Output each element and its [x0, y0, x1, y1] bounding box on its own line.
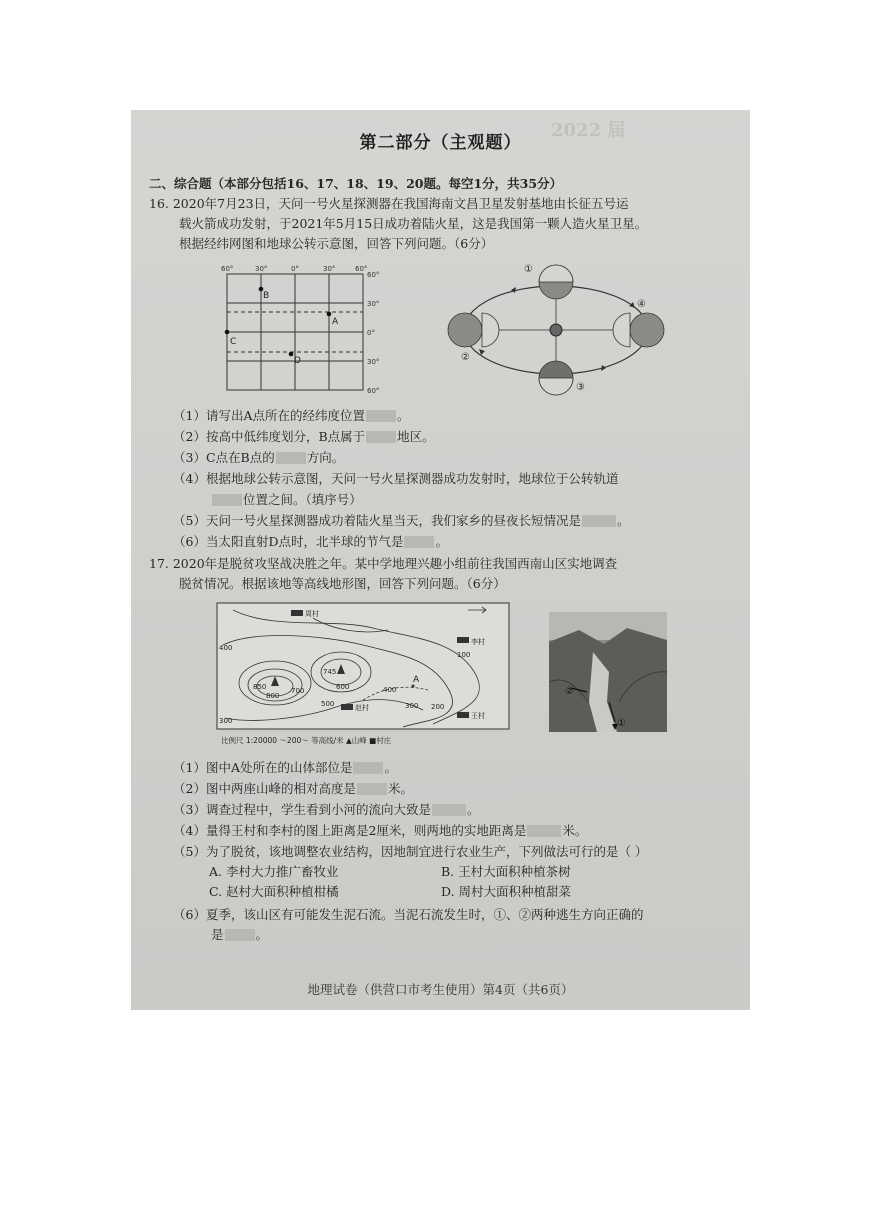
answer-blank[interactable]	[366, 410, 396, 422]
answer-blank[interactable]	[527, 825, 561, 837]
orbit-label: ③	[576, 382, 585, 393]
contour-label: 850	[253, 683, 267, 691]
section-heading: 二、综合题（本部分包括16、17、18、19、20题。每空1分，共35分）	[149, 176, 563, 191]
lat-lon-grid-figure	[219, 262, 389, 402]
answer-blank[interactable]	[432, 804, 466, 816]
orbit-label: ④	[637, 299, 646, 310]
map-legend: 比例尺 1:20000 ～200～ 等高线/米 ▲山峰 ■村庄	[221, 736, 392, 745]
earth-orbit-diagram	[441, 260, 671, 402]
q17-option-b[interactable]: B. 王村大面积种植茶树	[441, 864, 571, 879]
q16-3: （3）C点在B点的 方向。	[173, 450, 345, 465]
q17-4: （4）量得王村和李村的图上距离是2厘米，则两地的实地距离是 米。	[173, 823, 588, 838]
point-label: B	[263, 291, 270, 301]
lon-label: 60°	[355, 265, 368, 273]
contour-label: 100	[457, 651, 471, 659]
contour-label: 700	[291, 687, 305, 695]
point-c	[225, 330, 230, 335]
q16-5: （5）天问一号火星探测器成功着陆火星当天，我们家乡的昼夜长短情况是 。	[173, 513, 630, 528]
answer-blank[interactable]	[225, 929, 255, 941]
lon-label: 30°	[255, 265, 268, 273]
contour-label: 500	[321, 700, 335, 708]
point-label: A	[332, 317, 339, 327]
village-label: 王村	[471, 712, 485, 720]
photo-label: ①	[617, 718, 626, 729]
lat-label: 30°	[367, 358, 380, 366]
contour-label: 745	[323, 668, 337, 676]
lat-label: 0°	[367, 329, 375, 337]
orbit-label: ①	[524, 264, 533, 275]
lat-label: 60°	[367, 387, 380, 395]
contour-label: 400	[219, 644, 233, 652]
page-footer: 地理试卷（供营口市考生使用）第4页（共6页）	[307, 982, 574, 997]
contour-label: 300	[405, 702, 419, 710]
contour-map	[213, 600, 513, 750]
contour-label: 600	[336, 683, 350, 691]
q17-text-line: 脱贫情况。根据该地等高线地形图，回答下列问题。（6分）	[179, 576, 506, 591]
q16-6: （6）当太阳直射D点时，北半球的节气是 。	[173, 534, 448, 549]
answer-blank[interactable]	[276, 452, 306, 464]
answer-blank[interactable]	[212, 494, 242, 506]
q17-text-line: 17. 2020年是脱贫攻坚战决胜之年。某中学地理兴趣小组前往我国西南山区实地调查	[149, 556, 618, 571]
point-a-label: A	[413, 675, 420, 685]
q17-option-d[interactable]: D. 周村大面积种植甜菜	[441, 884, 572, 899]
q16-4: （4）根据地球公转示意图，天问一号火星探测器成功发射时，地球位于公转轨道	[173, 471, 619, 486]
q17-2: （2）图中两座山峰的相对高度是 米。	[173, 781, 413, 796]
q17-3: （3）调查过程中，学生看到小河的流向大致是 。	[173, 802, 480, 817]
point-d	[289, 352, 294, 357]
answer-blank[interactable]	[404, 536, 434, 548]
page-title: 第二部分（主观题）	[359, 133, 522, 153]
mountain-valley-illustration	[549, 612, 667, 732]
q17-option-a[interactable]: A. 李村大力推广畜牧业	[209, 864, 339, 879]
q16-1: （1）请写出A点所在的经纬度位置 。	[173, 408, 410, 423]
point-a	[327, 312, 332, 317]
contour-label: 300	[219, 717, 233, 725]
q16-text-line: 根据经纬网图和地球公转示意图，回答下列问题。（6分）	[179, 236, 494, 251]
point-label: C	[230, 337, 237, 347]
q16-4-cont: 位置之间。（填序号）	[211, 492, 362, 508]
q17-5: （5）为了脱贫，该地调整农业结构，因地制宜进行农业生产，下列做法可行的是（ ）	[173, 844, 648, 859]
contour-label: 400	[383, 686, 397, 694]
answer-blank[interactable]	[353, 762, 383, 774]
village-label: 周村	[305, 610, 319, 618]
q17-6: （6）夏季，该山区有可能发生泥石流。当泥石流发生时，①、②两种逃生方向正确的	[173, 907, 644, 922]
orbit-label: ②	[461, 352, 470, 363]
exam-page: 2022 届 第二部分（主观题） 二、综合题（本部分包括16、17、18、19、20题。每空1分，共35分） 16. 2020年7月23日，天问一号火星探测器在我国海南文昌卫星发射基地由长征五号运 载火箭成功发射，于2021年5月15日成功着陆火星，这是我国第一颗人造火星卫星。 根据经纬网图和地球公转示意图，回答下列问题。（6分） 60° 30° 0° 30° 60° 60° 30° 0° 30° 60° A B C D ① ② ③ ④ （1）请写出A点所在的经纬度位置 。 （2）按高中低纬度划分，B点属于 地区。 （3）C点在B点的 方向。 （4）根据地球公转示意图，天问一号火星探测器成功发射时，地球位于公转轨道 位置之间。（填序号） （5）天问一号火星探测器成功着陆火星当天，我们家乡的昼夜长短情况是 。 （6）当太阳直射D点时，北半球的节气是 。 17. 2020年是脱贫攻坚战决胜之年。某中学地理兴趣小组前往我国西南山区实地调查 脱贫情况。根据该地等高线地形图，回答下列问题。（6分） 周村 李村 赵村 王村 400 100 850 800 700 745 600 500 400 300 200 300 A 比例尺 1:20000 ～200～ 等高线/米 ▲山峰 ■村庄 ② ① （1）图中A处所在的山体部位是 。 （2）图中两座山峰的相对高度是 米。 （3）调查过程中，学生看到小河的流向大致是 。 （4）量得王村和李村的图上距离是2厘米，则两地的实地距离是 米。 （5）为了脱贫，该地调整农业结构，因地制宜进行农业生产，下列做法可行的是（ ） A. 李村大力推广畜牧业 B. 王村大面积种植茶树 C. 赵村大面积种植柑橘 D. 周村大面积种植甜菜 （6）夏季，该山区有可能发生泥石流。当泥石流发生时，①、②两种逃生方向正确的 是 。 地理试卷（供营口市考生使用）第4页（共6页）	[131, 110, 750, 1010]
answer-blank[interactable]	[357, 783, 387, 795]
lat-label: 30°	[367, 300, 380, 308]
q16-text-line: 载火箭成功发射，于2021年5月15日成功着陆火星，这是我国第一颗人造火星卫星。	[179, 216, 648, 231]
point-label: D	[294, 356, 301, 366]
village-label: 赵村	[355, 704, 369, 712]
q17-1: （1）图中A处所在的山体部位是 。	[173, 760, 397, 775]
contour-label: 200	[431, 703, 445, 711]
answer-blank[interactable]	[366, 431, 396, 443]
answer-blank[interactable]	[582, 515, 616, 527]
q16-text-line: 16. 2020年7月23日，天问一号火星探测器在我国海南文昌卫星发射基地由长征五号运	[149, 196, 629, 211]
contour-label: 800	[266, 692, 280, 700]
lon-label: 0°	[291, 265, 299, 273]
lon-label: 30°	[323, 265, 336, 273]
lat-label: 60°	[367, 271, 380, 279]
lon-label: 60°	[221, 265, 234, 273]
village-label: 李村	[471, 638, 485, 646]
q16-2: （2）按高中低纬度划分，B点属于 地区。	[173, 429, 435, 444]
photo-label: ②	[565, 686, 574, 697]
q17-option-c[interactable]: C. 赵村大面积种植柑橘	[209, 884, 339, 899]
q17-6-cont: 是 。	[211, 927, 269, 942]
